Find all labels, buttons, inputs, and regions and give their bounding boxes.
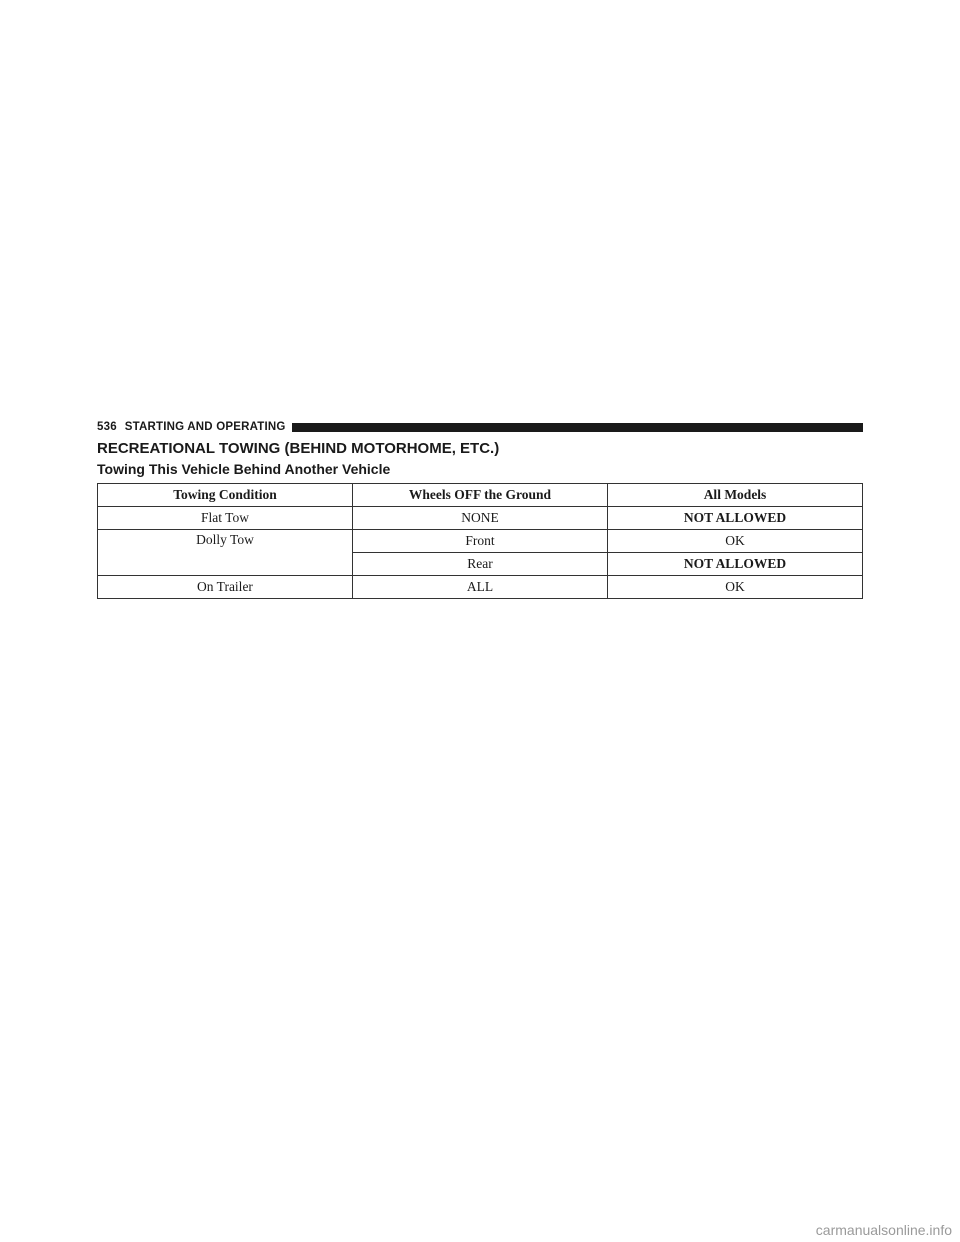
table-cell: NOT ALLOWED bbox=[608, 553, 863, 576]
header-rule bbox=[292, 423, 863, 432]
table-cell: OK bbox=[608, 576, 863, 599]
table-header-row bbox=[98, 484, 863, 507]
table-cell: Flat Tow bbox=[98, 507, 353, 530]
towing-table bbox=[97, 483, 863, 599]
watermark: carmanualsonline.info bbox=[815, 1222, 952, 1238]
sub-heading: Towing This Vehicle Behind Another Vehicle bbox=[97, 461, 391, 477]
table-cell: ALL bbox=[353, 576, 608, 599]
column-header: All Models bbox=[608, 484, 863, 507]
table-row bbox=[98, 507, 863, 530]
table-cell: On Trailer bbox=[98, 576, 353, 599]
table-cell: Dolly Tow bbox=[98, 530, 353, 576]
table-cell: NONE bbox=[353, 507, 608, 530]
table-cell: Front bbox=[353, 530, 608, 553]
page-number: 536 bbox=[97, 421, 117, 433]
table-row bbox=[98, 530, 863, 553]
main-heading: RECREATIONAL TOWING (BEHIND MOTORHOME, ETC.) bbox=[97, 440, 500, 457]
section-title: STARTING AND OPERATING bbox=[124, 421, 286, 433]
table-row bbox=[98, 576, 863, 599]
column-header: Wheels OFF the Ground bbox=[353, 484, 608, 507]
page-header bbox=[97, 419, 863, 435]
table-cell: NOT ALLOWED bbox=[608, 507, 863, 530]
table-cell: OK bbox=[608, 530, 863, 553]
column-header: Towing Condition bbox=[98, 484, 353, 507]
table-cell: Rear bbox=[353, 553, 608, 576]
